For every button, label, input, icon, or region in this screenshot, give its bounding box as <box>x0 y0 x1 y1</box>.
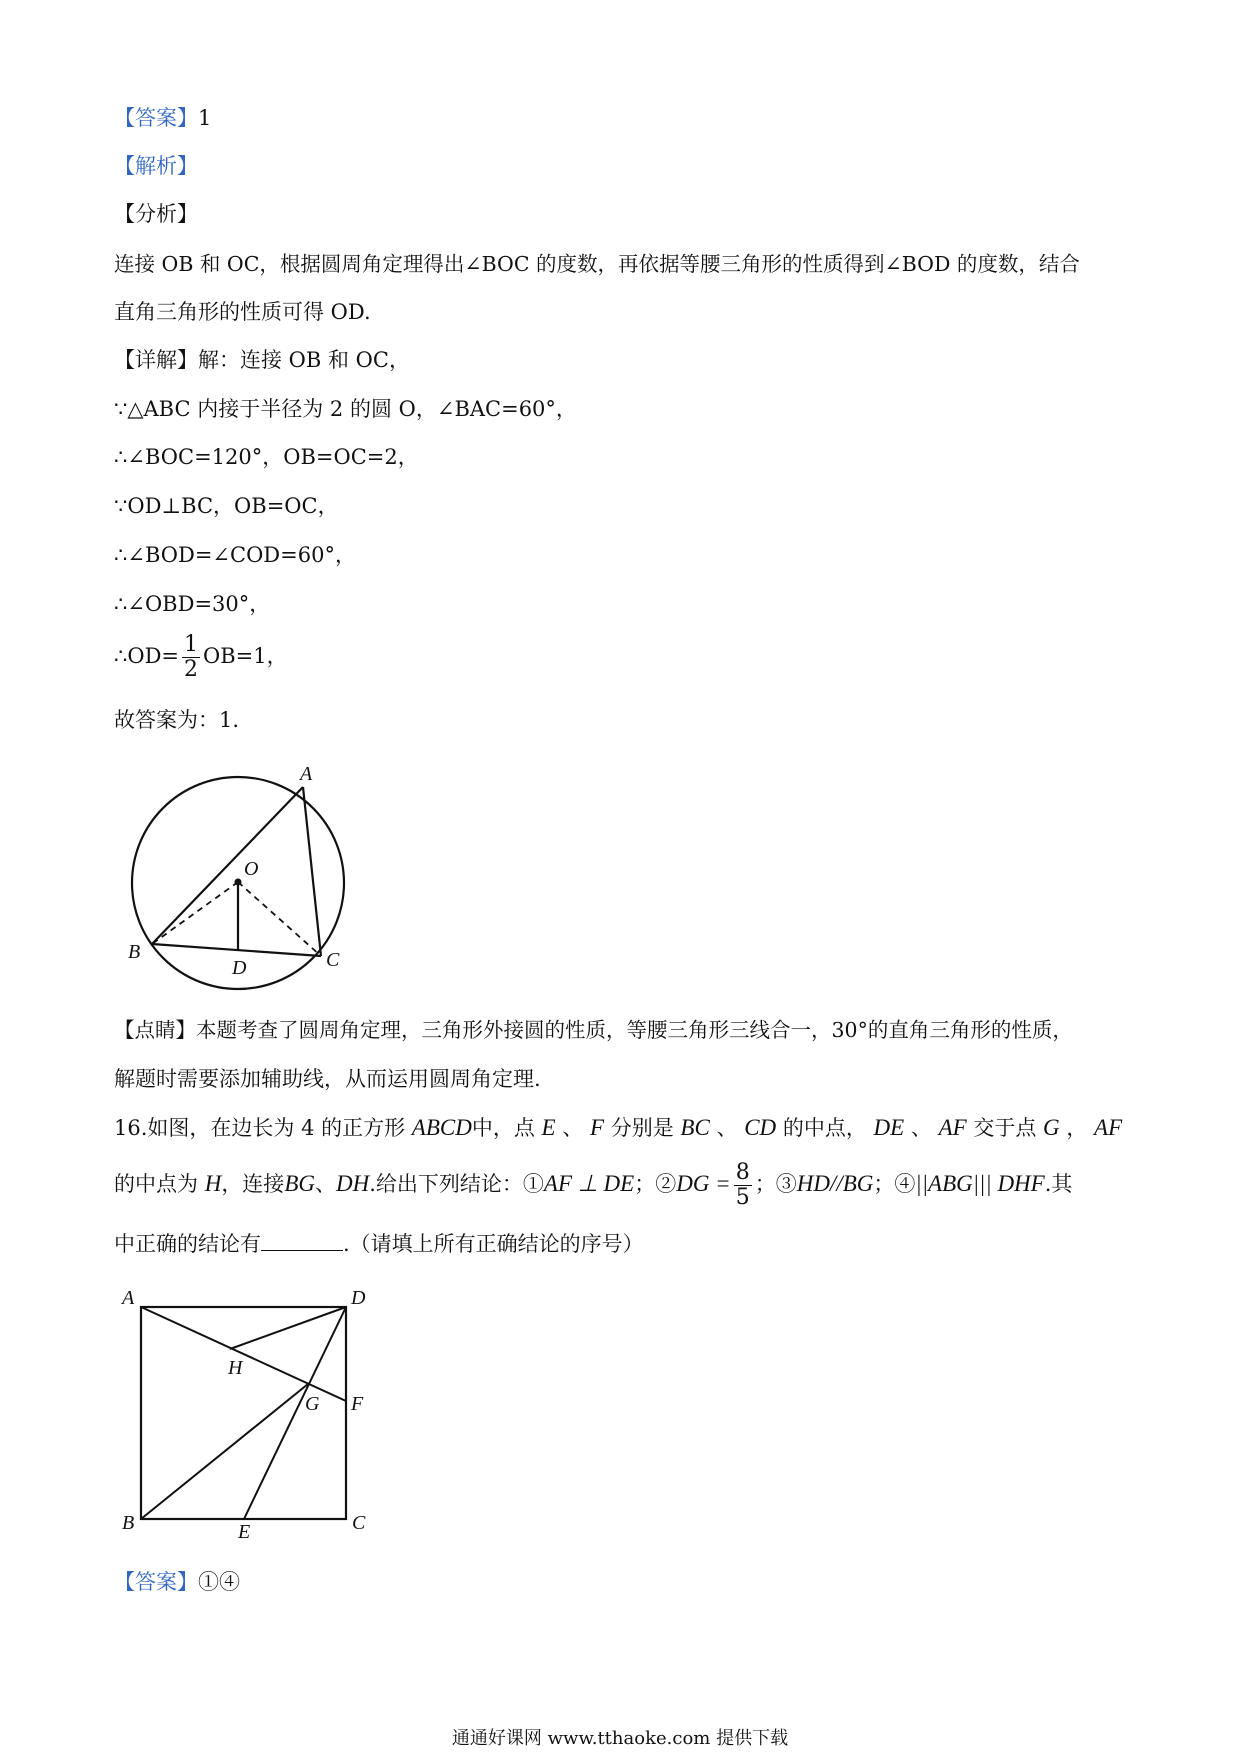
od-numerator: 1 <box>184 632 199 657</box>
q16-e: E <box>541 1115 556 1140</box>
label-H: H <box>228 1357 243 1379</box>
fenxi-line-2: 直角三角形的性质可得 OD. <box>114 300 371 324</box>
detail-text: 解：连接 OB 和 OC， <box>198 348 410 372</box>
od-fraction <box>182 633 200 682</box>
q16-answer-tag: 【答案】 <box>114 1570 198 1594</box>
q16-h: H <box>204 1171 222 1196</box>
label-C: C <box>352 1512 366 1534</box>
step-1: ∵△ABC 内接于半径为 2 的圆 O，∠BAC=60°， <box>114 397 577 421</box>
q15-conclusion: 故答案为：1. <box>114 708 240 732</box>
label-D: D <box>232 957 247 979</box>
q16-text-l2g: .其 <box>1044 1172 1073 1196</box>
dianjing-line-2: 解题时需要添加辅助线，从而运用圆周角定理. <box>114 1067 541 1091</box>
detail-line <box>114 346 410 374</box>
q16-bc: BC <box>680 1115 710 1140</box>
od-prefix: ∴OD= <box>114 644 180 668</box>
q16-text-c: 分别是 <box>610 1116 674 1140</box>
detail-tag: 【详解】 <box>114 348 198 372</box>
label-O: O <box>244 858 259 880</box>
q16-conclusion-4: ||ABG||| DHF <box>915 1171 1045 1196</box>
dianjing-line-1 <box>114 1016 1073 1044</box>
q16-text-l2d: ；② <box>634 1172 677 1196</box>
q16-sep: 、 <box>562 1116 584 1140</box>
label-F: F <box>351 1393 364 1415</box>
step-4: ∴∠BOD=∠COD=60°， <box>114 543 356 567</box>
q16-af-2: AF <box>1094 1115 1123 1140</box>
circle-triangle-figure <box>120 760 360 1000</box>
q16-frac-num: 8 <box>735 1160 750 1185</box>
q16-abcd: ABCD <box>411 1115 472 1140</box>
q16-line-3 <box>114 1230 644 1258</box>
od-denominator: 2 <box>184 657 199 682</box>
dianjing-tag: 【点睛】 <box>114 1018 196 1042</box>
label-A: A <box>300 763 313 785</box>
q16-text-e: 交于点 <box>973 1116 1037 1140</box>
label-C: C <box>326 949 340 971</box>
step-5: ∴∠OBD=30°， <box>114 592 271 616</box>
answer-value: 1 <box>198 106 212 130</box>
q16-answer-value: ①④ <box>198 1570 240 1594</box>
q16-sep: 、 <box>716 1116 738 1140</box>
q16-text-d: 的中点， <box>782 1116 867 1140</box>
step-2: ∴∠BOC=120°，OB=OC=2， <box>114 445 419 469</box>
q16-cd: CD <box>744 1115 777 1140</box>
answer-tag: 【答案】 <box>114 106 198 130</box>
q16-text-l3a: 中正确的结论有 <box>114 1232 261 1256</box>
square-figure <box>118 1284 378 1544</box>
q16-bg: BG <box>284 1171 315 1196</box>
od-equation <box>114 630 288 682</box>
q16-line-2 <box>114 1158 1072 1210</box>
analysis-tag: 【解析】 <box>114 154 198 178</box>
q16-text-l2b: ，连接 <box>221 1172 285 1196</box>
q16-text-l2c: .给出下列结论：① <box>369 1172 544 1196</box>
label-A: A <box>122 1287 135 1309</box>
od-suffix: OB=1， <box>203 644 288 668</box>
q15-answer-line <box>114 104 211 132</box>
q16-dh: DH <box>335 1171 370 1196</box>
q16-g: G <box>1043 1115 1060 1140</box>
q16-conclusion-2: DG = <box>676 1171 731 1196</box>
q16-f: F <box>589 1115 605 1140</box>
q16-text-f: ， <box>1066 1116 1088 1140</box>
q16-af: AF <box>938 1115 967 1140</box>
label-B: B <box>128 941 141 963</box>
footer: 通通好课网 www.tthaoke.com 提供下载 <box>451 1728 789 1749</box>
q16-conclusion-1: AF ⊥ DE <box>543 1171 635 1196</box>
q16-text-b: 中，点 <box>471 1116 535 1140</box>
q16-sep: 、 <box>314 1172 336 1196</box>
q16-text-l2e: ；③ <box>754 1172 797 1196</box>
label-G: G <box>305 1393 320 1415</box>
q16-frac-den: 5 <box>735 1185 750 1210</box>
answer-blank <box>261 1230 343 1251</box>
q16-text-l2a: 的中点为 <box>114 1172 198 1196</box>
dianjing-text: 本题考查了圆周角定理，三角形外接圆的性质，等腰三角形三线合一，30°的直角三角形的性质， <box>196 1018 1073 1042</box>
q16-fraction <box>734 1161 752 1210</box>
label-B: B <box>122 1512 135 1534</box>
fenxi-tag: 【分析】 <box>114 202 198 226</box>
fenxi-line-1: 连接 OB 和 OC，根据圆周角定理得出∠BOC 的度数，再依据等腰三角形的性质得到∠BOD 的度数，结合 <box>114 252 1080 276</box>
label-E: E <box>238 1521 251 1543</box>
q16-line-1 <box>114 1114 1122 1142</box>
q16-de: DE <box>873 1115 905 1140</box>
q16-text-a: 16.如图，在边长为 4 的正方形 <box>114 1116 406 1140</box>
label-D: D <box>351 1287 366 1309</box>
q16-text-l3b: .（请填上所有正确结论的序号） <box>343 1232 644 1256</box>
step-3: ∵OD⊥BC，OB=OC， <box>114 494 339 518</box>
q16-text-l2f: ；④ <box>873 1172 916 1196</box>
q16-sep: 、 <box>910 1116 932 1140</box>
q16-answer-line <box>114 1568 240 1596</box>
q16-conclusion-3: HD//BG <box>796 1171 874 1196</box>
